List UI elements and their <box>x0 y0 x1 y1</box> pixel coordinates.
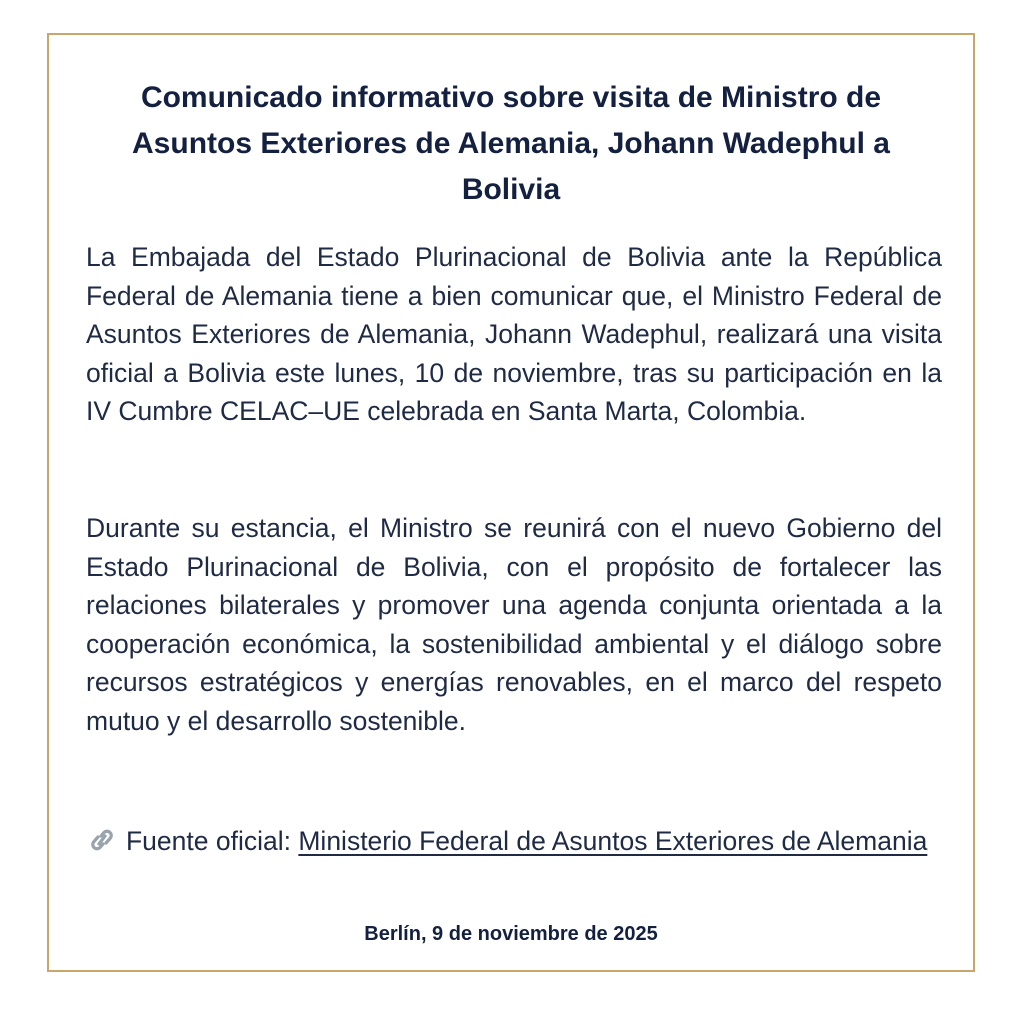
page-title: Comunicado informativo sobre visita de Ministro de Asuntos Exteriores de Alemania, Johann Wadephul a Bolivia <box>132 81 890 206</box>
document-frame <box>47 33 975 972</box>
paragraph-agenda: Durante su estancia, el Ministro se reunirá con el nuevo Gobierno del Estado Plurinacional de Bolivia, con el propósito de fortalecer las relaciones bilaterales y promover una agenda conjunta orientada a la cooperación económica, la sostenibilidad ambiental y el diálogo sobre recursos estratégicos y energías renovables, en el marco del respeto mutuo y el desarrollo sostenible. <box>86 513 942 736</box>
dateline: Berlín, 9 de noviembre de 2025 <box>364 923 658 945</box>
link-icon <box>86 825 118 851</box>
source-link[interactable]: Ministerio Federal de Asuntos Exteriores de Alemania <box>298 826 928 856</box>
paragraph-announcement: La Embajada del Estado Plurinacional de Bolivia ante la República Federal de Alemania tiene a bien comunicar que, el Ministro Federal de Asuntos Exteriores de Alemania, Johann Wadephul, realizará una visita oficial a Bolivia este lunes, 10 de noviembre, tras su participación en la IV Cumbre CELAC–UE celebrada en Santa Marta, Colombia. <box>86 242 942 426</box>
source-label: Fuente oficial: <box>126 826 291 856</box>
source-line <box>86 822 942 861</box>
